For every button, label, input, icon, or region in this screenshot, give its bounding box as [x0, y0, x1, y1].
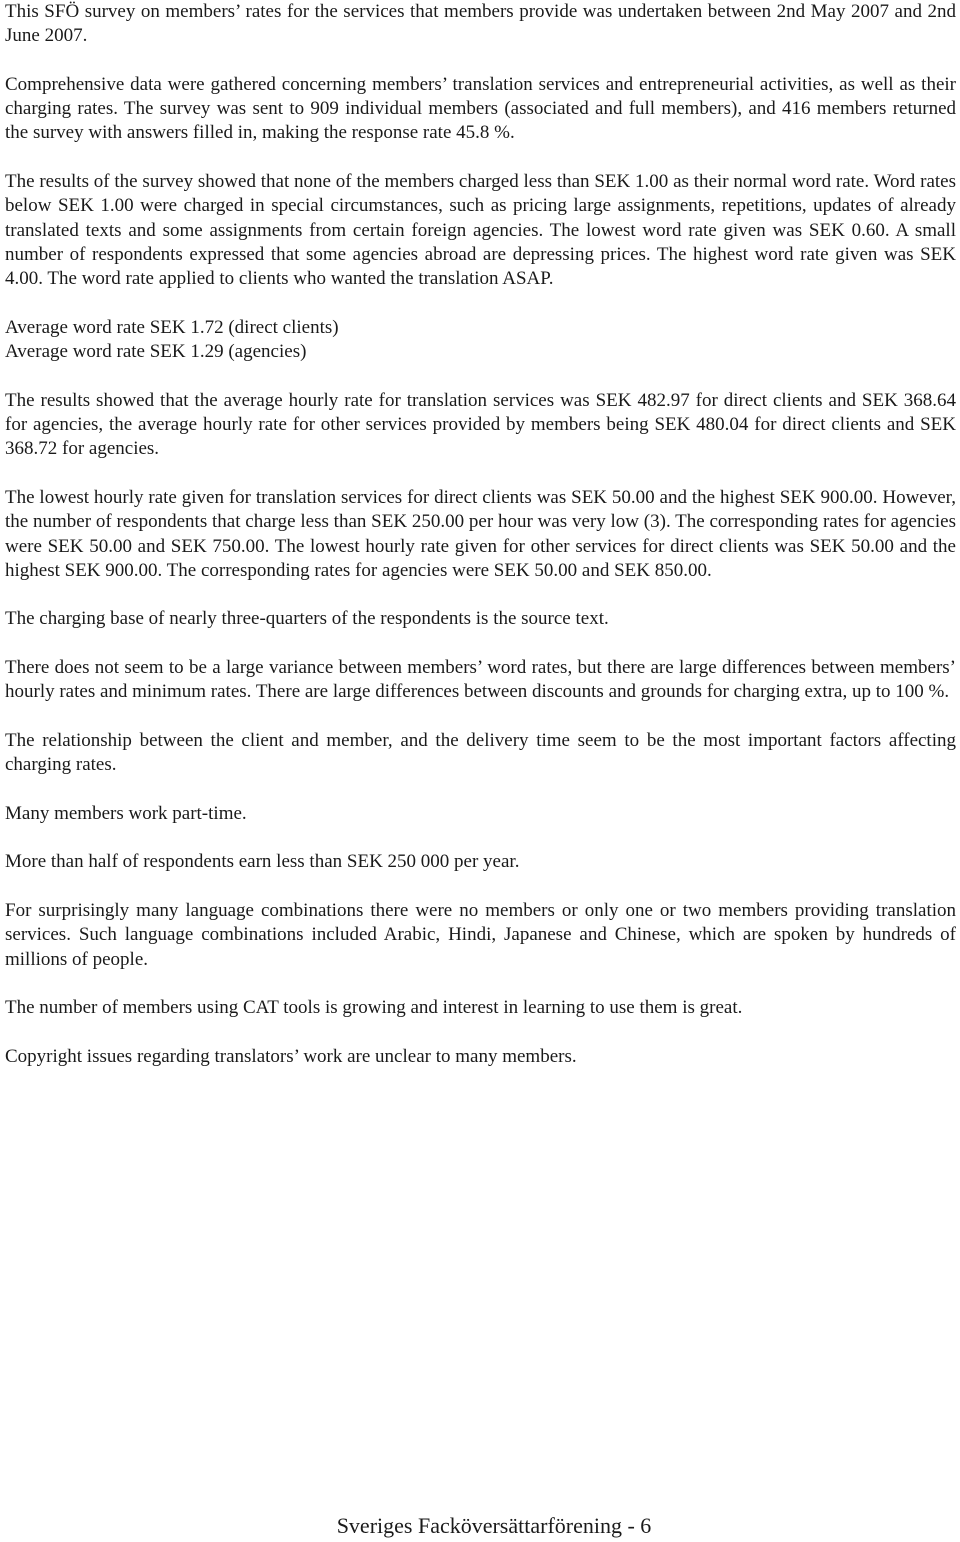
data-collection-paragraph: Comprehensive data were gathered concerning members’ translation services and entrepreneurial activities, as well as their charging rates. The survey was sent to 909 individual members (associated and full members), and 416 members returned the survey with answers filled in, making the response rate 45.8 %. [5, 73, 956, 144]
cat-tools-paragraph: The number of members using CAT tools is growing and interest in learning to use them is great. [5, 997, 743, 1019]
page-footer: Sveriges Facköversättarförening - 6 [336, 1513, 652, 1538]
part-time-paragraph: Many members work part-time. [5, 802, 247, 824]
language-combinations-paragraph: For surprisingly many language combinations there were no members or only one or two members providing translation services. Such language combinations included Arabic, Hindi, Japanese and Chinese, which are spoken by hundreds of millions of people. [5, 899, 956, 970]
rate-variance-paragraph: There does not seem to be a large variance between members’ word rates, but there are large differences between members’ hourly rates and minimum rates. There are large differences between discounts and grounds for charging extra, up to 100 %. [5, 657, 956, 703]
charging-base-paragraph: The charging base of nearly three-quarters of the respondents is the source text. [5, 608, 609, 630]
earnings-paragraph: More than half of respondents earn less than SEK 250 000 per year. [5, 851, 520, 873]
word-rate-results-paragraph: The results of the survey showed that none of the members charged less than SEK 1.00 as their normal word rate. Word rates below SEK 1.00 were charged in special circumstances, such as pricing large assignments, repetitions, updates of already translated texts and some assignments from certain foreign agencies. The lowest word rate given was SEK 0.60. A small number of respondents expressed that some agencies abroad are depressing prices. The highest word rate given was SEK 4.00. The word rate applied to clients who wanted the translation ASAP. [5, 171, 956, 290]
average-word-rate-agencies: Average word rate SEK 1.29 (agencies) [5, 341, 307, 363]
average-hourly-rate-paragraph: The results showed that the average hourly rate for translation services was SEK 482.97 for direct clients and SEK 368.64 for agencies, the average hourly rate for other services provided by members being SEK 480.04 for direct clients and SEK 368.72 for agencies. [5, 389, 956, 460]
average-word-rate-direct: Average word rate SEK 1.72 (direct clients) [5, 316, 339, 338]
document-body [5, 0, 956, 1069]
rate-factors-paragraph: The relationship between the client and member, and the delivery time seem to be the most important factors affecting charging rates. [5, 729, 956, 776]
intro-paragraph: This SFÖ survey on members’ rates for the services that members provide was undertaken between 2nd May 2007 and 2nd June 2007. [5, 1, 956, 47]
hourly-rate-range-paragraph: The lowest hourly rate given for translation services for direct clients was SEK 50.00 and the highest SEK 900.00. However, the number of respondents that charge less than SEK 250.00 per hour was very low (3). The corresponding rates for agencies were SEK 50.00 and SEK 750.00. The lowest hourly rate given for other services for direct clients was SEK 50.00 and the highest SEK 900.00. The corresponding rates for agencies were SEK 50.00 and SEK 850.00. [5, 486, 956, 581]
copyright-paragraph: Copyright issues regarding translators’ work are unclear to many members. [5, 1045, 577, 1067]
